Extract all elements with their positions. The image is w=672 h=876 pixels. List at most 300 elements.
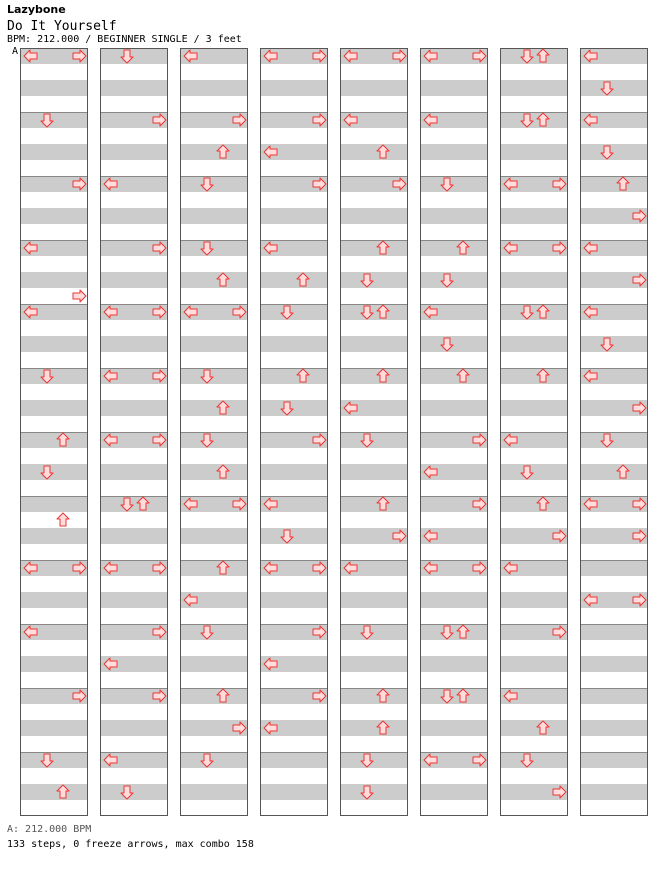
beat-stripe [340, 464, 408, 480]
beat-stripe [580, 176, 648, 192]
beat-stripe [260, 80, 328, 96]
beat-stripe [340, 320, 408, 336]
beat-stripe [500, 288, 568, 304]
beat-stripe [340, 480, 408, 496]
beat-stripe [180, 672, 248, 688]
beat-stripe [340, 752, 408, 768]
beat-stripe [340, 544, 408, 560]
beat-stripe [580, 608, 648, 624]
beat-stripe [100, 224, 168, 240]
beat-stripe [500, 48, 568, 64]
beat-stripe [420, 640, 488, 656]
beat-stripe [20, 96, 88, 112]
beat-stripe [100, 288, 168, 304]
beat-stripe [580, 352, 648, 368]
beat-stripe [20, 80, 88, 96]
beat-stripe [580, 736, 648, 752]
beat-stripe [500, 384, 568, 400]
beat-stripe [20, 752, 88, 768]
beat-stripe [500, 640, 568, 656]
beat-stripe [180, 240, 248, 256]
beat-stripe [340, 224, 408, 240]
beat-stripe [100, 528, 168, 544]
beat-stripe [20, 544, 88, 560]
beat-stripe [500, 720, 568, 736]
beat-stripe [20, 384, 88, 400]
beat-stripe [100, 592, 168, 608]
beat-stripe [180, 192, 248, 208]
beat-stripe [20, 800, 88, 816]
beat-stripe [420, 624, 488, 640]
beat-stripe [20, 352, 88, 368]
beat-stripe [580, 80, 648, 96]
beat-stripe [420, 208, 488, 224]
beat-stripe [340, 592, 408, 608]
step-stats: 133 steps, 0 freeze arrows, max combo 158 [7, 839, 254, 850]
beat-stripe [500, 80, 568, 96]
beat-stripe [580, 688, 648, 704]
beat-stripe [500, 160, 568, 176]
beat-stripe [500, 272, 568, 288]
beat-stripe [20, 224, 88, 240]
beat-stripe [500, 768, 568, 784]
beat-stripe [260, 224, 328, 240]
beat-stripe [340, 368, 408, 384]
beat-stripe [260, 208, 328, 224]
beat-stripe [340, 288, 408, 304]
beat-stripe [500, 224, 568, 240]
chart-column [420, 48, 488, 816]
beat-stripe [260, 64, 328, 80]
beat-stripe [100, 720, 168, 736]
beat-stripe [100, 160, 168, 176]
beat-stripe [100, 400, 168, 416]
beat-stripe [340, 624, 408, 640]
beat-stripe [100, 576, 168, 592]
beat-stripe [340, 784, 408, 800]
beat-stripe [420, 448, 488, 464]
beat-stripe [420, 384, 488, 400]
beat-stripe [340, 128, 408, 144]
beat-stripe [420, 80, 488, 96]
beat-stripe [420, 576, 488, 592]
beat-stripe [260, 576, 328, 592]
chart-column [20, 48, 88, 816]
beat-stripe [340, 272, 408, 288]
beat-stripe [180, 272, 248, 288]
beat-stripe [420, 672, 488, 688]
beat-stripe [180, 576, 248, 592]
beat-stripe [500, 304, 568, 320]
bpm-summary: A: 212.000 BPM [7, 824, 92, 835]
beat-stripe [420, 240, 488, 256]
beat-stripe [500, 592, 568, 608]
beat-stripe [420, 800, 488, 816]
beat-stripe [500, 800, 568, 816]
beat-stripe [20, 432, 88, 448]
beat-stripe [180, 624, 248, 640]
beat-stripe [20, 608, 88, 624]
beat-stripe [20, 400, 88, 416]
beat-stripe [580, 256, 648, 272]
beat-stripe [180, 752, 248, 768]
beat-stripe [180, 800, 248, 816]
beat-stripe [340, 736, 408, 752]
beat-stripe [340, 208, 408, 224]
beat-stripe [100, 208, 168, 224]
beat-stripe [180, 336, 248, 352]
bpm-marker: A [12, 46, 19, 57]
beat-stripe [180, 208, 248, 224]
beat-stripe [100, 336, 168, 352]
beat-stripe [100, 608, 168, 624]
beat-stripe [180, 96, 248, 112]
beat-stripe [340, 672, 408, 688]
beat-stripe [420, 64, 488, 80]
beat-stripe [340, 640, 408, 656]
beat-stripe [260, 400, 328, 416]
beat-stripe [580, 144, 648, 160]
song-artist: Lazybone [7, 3, 66, 16]
beat-stripe [500, 672, 568, 688]
beat-stripe [420, 656, 488, 672]
beat-stripe [180, 512, 248, 528]
beat-stripe [100, 704, 168, 720]
beat-stripe [580, 560, 648, 576]
beat-stripe [420, 192, 488, 208]
chart-column [100, 48, 168, 816]
beat-stripe [500, 736, 568, 752]
chart-column [580, 48, 648, 816]
beat-stripe [580, 512, 648, 528]
beat-stripe [20, 416, 88, 432]
beat-stripe [420, 336, 488, 352]
beat-stripe [100, 48, 168, 64]
beat-stripe [260, 368, 328, 384]
beat-stripe [20, 368, 88, 384]
beat-stripe [340, 64, 408, 80]
beat-stripe [500, 400, 568, 416]
beat-stripe [20, 256, 88, 272]
beat-stripe [180, 528, 248, 544]
beat-stripe [500, 320, 568, 336]
beat-stripe [340, 160, 408, 176]
beat-stripe [580, 720, 648, 736]
beat-stripe [420, 688, 488, 704]
beat-stripe [180, 288, 248, 304]
beat-stripe [340, 80, 408, 96]
beat-stripe [20, 160, 88, 176]
beat-stripe [180, 768, 248, 784]
beat-stripe [580, 128, 648, 144]
beat-stripe [580, 752, 648, 768]
beat-stripe [20, 192, 88, 208]
beat-stripe [340, 768, 408, 784]
beat-stripe [580, 640, 648, 656]
beat-stripe [260, 160, 328, 176]
beat-stripe [180, 320, 248, 336]
beat-stripe [500, 496, 568, 512]
beat-stripe [580, 416, 648, 432]
beat-stripe [260, 592, 328, 608]
beat-stripe [180, 176, 248, 192]
beat-stripe [340, 432, 408, 448]
beat-stripe [180, 432, 248, 448]
beat-stripe [100, 672, 168, 688]
beat-stripe [420, 224, 488, 240]
beat-stripe [500, 448, 568, 464]
beat-stripe [260, 528, 328, 544]
beat-stripe [20, 480, 88, 496]
beat-stripe [260, 384, 328, 400]
beat-stripe [500, 192, 568, 208]
beat-stripe [580, 192, 648, 208]
beat-stripe [20, 720, 88, 736]
beat-stripe [180, 160, 248, 176]
beat-stripe [420, 592, 488, 608]
beat-stripe [100, 192, 168, 208]
beat-stripe [20, 736, 88, 752]
beat-stripe [580, 544, 648, 560]
beat-stripe [500, 96, 568, 112]
beat-stripe [340, 576, 408, 592]
beat-stripe [580, 288, 648, 304]
beat-stripe [180, 640, 248, 656]
beat-stripe [420, 400, 488, 416]
beat-stripe [260, 768, 328, 784]
beat-stripe [260, 96, 328, 112]
beat-stripe [180, 656, 248, 672]
beat-stripe [260, 352, 328, 368]
beat-stripe [180, 224, 248, 240]
beat-stripe [100, 544, 168, 560]
beat-stripe [580, 384, 648, 400]
chart-info: BPM: 212.000 / BEGINNER SINGLE / 3 feet [7, 34, 242, 45]
beat-stripe [260, 320, 328, 336]
beat-stripe [340, 192, 408, 208]
beat-stripe [260, 512, 328, 528]
beat-stripe [180, 368, 248, 384]
beat-stripe [500, 608, 568, 624]
beat-stripe [420, 352, 488, 368]
beat-stripe [500, 64, 568, 80]
beat-stripe [100, 272, 168, 288]
beat-stripe [180, 608, 248, 624]
beat-stripe [180, 64, 248, 80]
beat-stripe [100, 464, 168, 480]
beat-stripe [100, 480, 168, 496]
beat-stripe [500, 128, 568, 144]
beat-stripe [420, 416, 488, 432]
beat-stripe [500, 752, 568, 768]
beat-stripe [340, 800, 408, 816]
beat-stripe [20, 272, 88, 288]
beat-stripe [260, 736, 328, 752]
beat-stripe [260, 336, 328, 352]
beat-stripe [20, 144, 88, 160]
beat-stripe [340, 416, 408, 432]
beat-stripe [420, 736, 488, 752]
beat-stripe [340, 352, 408, 368]
beat-stripe [580, 320, 648, 336]
beat-stripe [580, 448, 648, 464]
beat-stripe [420, 480, 488, 496]
beat-stripe [180, 384, 248, 400]
beat-stripe [100, 416, 168, 432]
beat-stripe [340, 608, 408, 624]
beat-stripe [180, 464, 248, 480]
beat-stripe [260, 272, 328, 288]
beat-stripe [420, 272, 488, 288]
beat-stripe [180, 80, 248, 96]
beat-stripe [100, 256, 168, 272]
beat-stripe [180, 128, 248, 144]
beat-stripe [100, 512, 168, 528]
beat-stripe [580, 672, 648, 688]
beat-stripe [20, 656, 88, 672]
beat-stripe [20, 640, 88, 656]
beat-stripe [100, 144, 168, 160]
beat-stripe [100, 784, 168, 800]
beat-stripe [580, 224, 648, 240]
beat-stripe [500, 480, 568, 496]
beat-stripe [20, 320, 88, 336]
beat-stripe [580, 800, 648, 816]
beat-stripe [500, 656, 568, 672]
beat-stripe [340, 656, 408, 672]
beat-stripe [420, 704, 488, 720]
beat-stripe [100, 80, 168, 96]
beat-stripe [340, 144, 408, 160]
beat-stripe [340, 704, 408, 720]
beat-stripe [420, 720, 488, 736]
beat-stripe [260, 288, 328, 304]
beat-stripe [500, 512, 568, 528]
beat-stripe [180, 448, 248, 464]
beat-stripe [340, 304, 408, 320]
beat-stripe [20, 208, 88, 224]
beat-stripe [260, 784, 328, 800]
beat-stripe [100, 496, 168, 512]
beat-stripe [340, 384, 408, 400]
beat-stripe [500, 256, 568, 272]
beat-stripe [420, 544, 488, 560]
beat-stripe [260, 672, 328, 688]
beat-stripe [260, 192, 328, 208]
beat-stripe [500, 368, 568, 384]
beat-stripe [20, 512, 88, 528]
beat-stripe [580, 432, 648, 448]
beat-stripe [420, 288, 488, 304]
beat-stripe [100, 384, 168, 400]
beat-stripe [260, 704, 328, 720]
beat-stripe [180, 704, 248, 720]
beat-stripe [100, 96, 168, 112]
beat-stripe [580, 336, 648, 352]
beat-stripe [420, 176, 488, 192]
beat-stripe [420, 256, 488, 272]
beat-stripe [580, 768, 648, 784]
beat-stripe [260, 640, 328, 656]
beat-stripe [20, 464, 88, 480]
beat-stripe [180, 144, 248, 160]
beat-stripe [340, 240, 408, 256]
beat-stripe [420, 144, 488, 160]
beat-stripe [20, 112, 88, 128]
beat-stripe [580, 64, 648, 80]
beat-stripe [580, 656, 648, 672]
beat-stripe [260, 800, 328, 816]
beat-stripe [500, 544, 568, 560]
beat-stripe [420, 368, 488, 384]
beat-stripe [500, 144, 568, 160]
beat-stripe [500, 704, 568, 720]
beat-stripe [100, 640, 168, 656]
beat-stripe [260, 544, 328, 560]
beat-stripe [580, 576, 648, 592]
beat-stripe [20, 768, 88, 784]
beat-stripe [100, 352, 168, 368]
beat-stripe [20, 704, 88, 720]
beat-stripe [100, 736, 168, 752]
beat-stripe [420, 96, 488, 112]
song-title: Do It Yourself [7, 19, 117, 34]
beat-stripe [340, 688, 408, 704]
beat-stripe [100, 64, 168, 80]
beat-stripe [260, 416, 328, 432]
beat-stripe [20, 496, 88, 512]
beat-stripe [180, 352, 248, 368]
beat-stripe [500, 416, 568, 432]
beat-stripe [420, 784, 488, 800]
beat-stripe [500, 576, 568, 592]
beat-stripe [420, 128, 488, 144]
beat-stripe [20, 448, 88, 464]
beat-stripe [580, 96, 648, 112]
beat-stripe [420, 608, 488, 624]
beat-stripe [340, 496, 408, 512]
beat-stripe [420, 320, 488, 336]
beat-stripe [180, 416, 248, 432]
beat-stripe [20, 592, 88, 608]
beat-stripe [340, 448, 408, 464]
beat-stripe [260, 480, 328, 496]
beat-stripe [500, 336, 568, 352]
beat-stripe [260, 256, 328, 272]
beat-stripe [260, 304, 328, 320]
beat-stripe [420, 768, 488, 784]
beat-stripe [20, 64, 88, 80]
beat-stripe [340, 720, 408, 736]
beat-stripe [260, 464, 328, 480]
beat-stripe [580, 480, 648, 496]
beat-stripe [180, 688, 248, 704]
beat-stripe [20, 128, 88, 144]
beat-stripe [20, 576, 88, 592]
beat-stripe [580, 704, 648, 720]
beat-stripe [580, 784, 648, 800]
beat-stripe [340, 96, 408, 112]
chart-column [340, 48, 408, 816]
beat-stripe [100, 320, 168, 336]
beat-stripe [100, 128, 168, 144]
chart-column [180, 48, 248, 816]
beat-stripe [180, 400, 248, 416]
beat-stripe [500, 464, 568, 480]
beat-stripe [260, 128, 328, 144]
beat-stripe [500, 352, 568, 368]
beat-stripe [420, 160, 488, 176]
